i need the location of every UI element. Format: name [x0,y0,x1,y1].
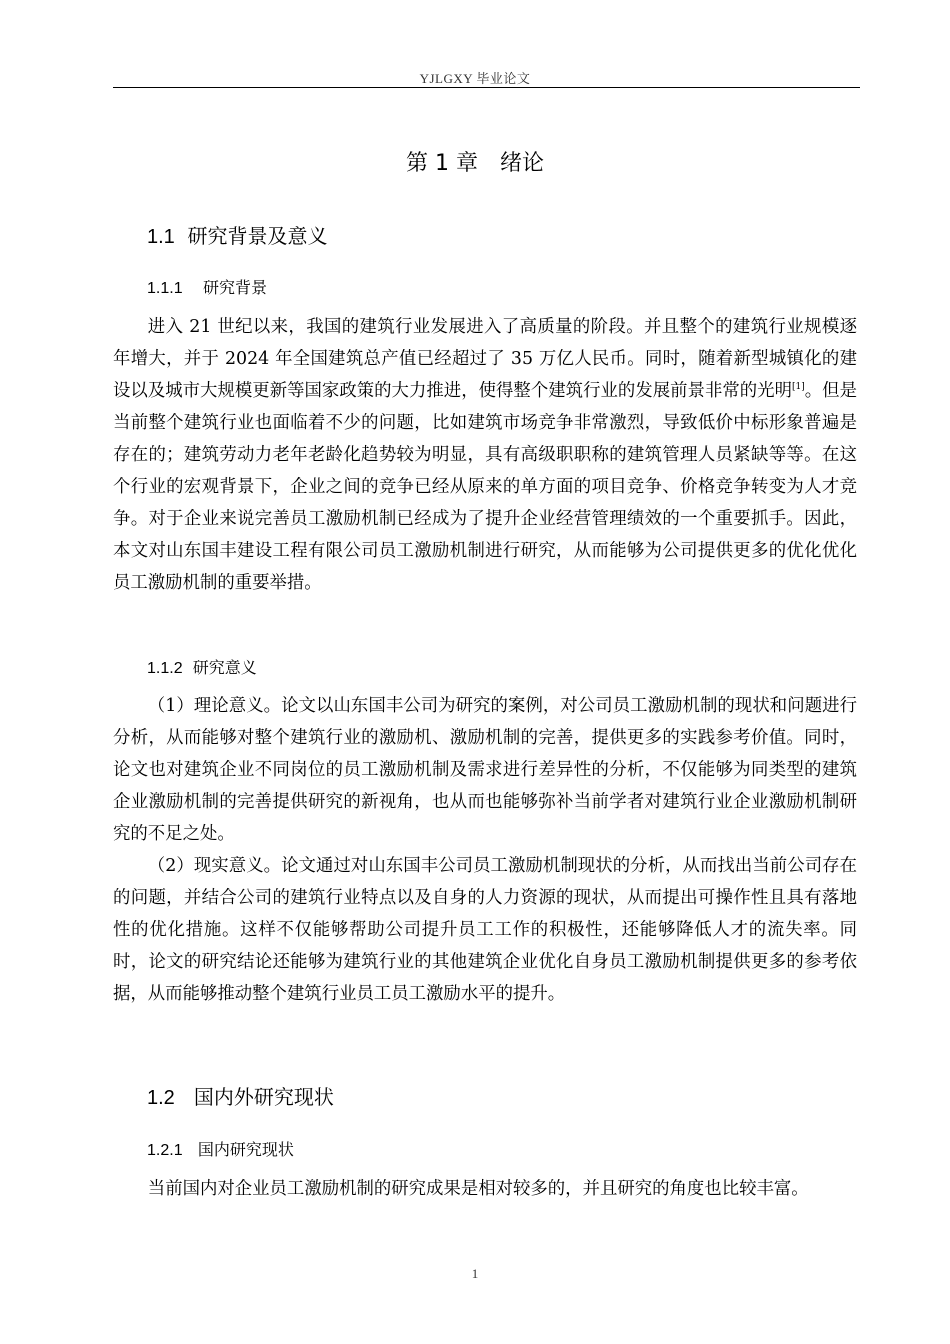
section-heading-1-2 [147,1081,334,1110]
section-heading-1-2-1 [147,1137,294,1160]
section-title: 研究意义 [192,658,257,677]
paragraph-practical-significance: （2）现实意义。论文通过对山东国丰公司员工激励机制现状的分析，从而找出当前公司存在的问题，并结合公司的建筑行业特点以及自身的人力资源的现状，从而提出可操作性且具有落地性的优化措施。这样不仅能够帮助公司提升员工工作的积极性，还能够降低人才的流失率。同时，论文的研究结论还能够为建筑行业的其他建筑企业优化自身员工激励机制提供更多的参考依据，从而能够推动整个建筑行业员工员工激励水平的提升。 [113,856,857,1004]
paragraph-domestic-status: 当前国内对企业员工激励机制的研究成果是相对较多的，并且研究的角度也比较丰富。 [147,1179,809,1199]
page-number: 1 [471,1266,479,1281]
header-rule [113,87,860,88]
section-heading-1-1-2 [147,655,257,678]
section-heading-1-1-1 [147,275,267,298]
paragraph-text: 。但是当前整个建筑行业也面临着不少的问题，比如建筑市场竞争非常激烈，导致低价中标形象普遍是存在的；建筑劳动力老年老龄化趋势较为明显，具有高级职职称的建筑管理人员紧缺等等。在这个行业的宏观背景下，企业之间的竞争已经从原来的单方面的项目竞争、价格竞争转变为人才竞争。对于企业来说完善员工激励机制已经成为了提升企业经营管理绩效的一个重要抓手。因此，本文对山东国丰建设工程有限公司员工激励机制进行研究，从而能够为公司提供更多的优化优化员工激励机制的重要举措。 [113,381,857,593]
section-title: 研究背景 [202,278,267,297]
section-number: 1.1.1 [147,280,183,297]
section-number: 1.1 [147,226,175,248]
paragraph-research-background [113,311,857,599]
paragraph-theoretical-significance: （1）理论意义。论文以山东国丰公司为研究的案例，对公司员工激励机制的现状和问题进行分析，从而能够对整个建筑行业的激励机、激励机制的完善，提供更多的实践参考价值。同时，论文也对建筑企业不同岗位的员工激励机制及需求进行差异性的分析，不仅能够为同类型的建筑企业激励机制的完善提供研究的新视角，也从而也能够弥补当前学者对建筑行业企业激励机制研究的不足之处。 [113,696,857,844]
section-heading-1-1 [147,220,328,249]
section-number: 1.2 [147,1087,175,1109]
page-header: YJLGXY 毕业论文 [419,71,531,86]
section-number: 1.2.1 [147,1142,183,1159]
section-number: 1.1.2 [147,660,183,677]
section-title: 国内研究现状 [197,1140,294,1159]
citation-marker: [1] [792,382,805,392]
chapter-title: 第 1 章 绪论 [406,151,544,176]
paragraph-text: 进入 21 世纪以来，我国的建筑行业发展进入了高质量的阶段。并且整个的建筑行业规模逐年增大，并于 2024 年全国建筑总产值已经超过了 35 万亿人民币。同时，随着新型城镇化的建设以及城市大规模更新等国家政策的大力推进，使得整个建筑行业的发展前景非常的光明 [113,317,857,401]
section-title: 国内外研究现状 [193,1085,334,1109]
section-title: 研究背景及意义 [187,224,328,248]
